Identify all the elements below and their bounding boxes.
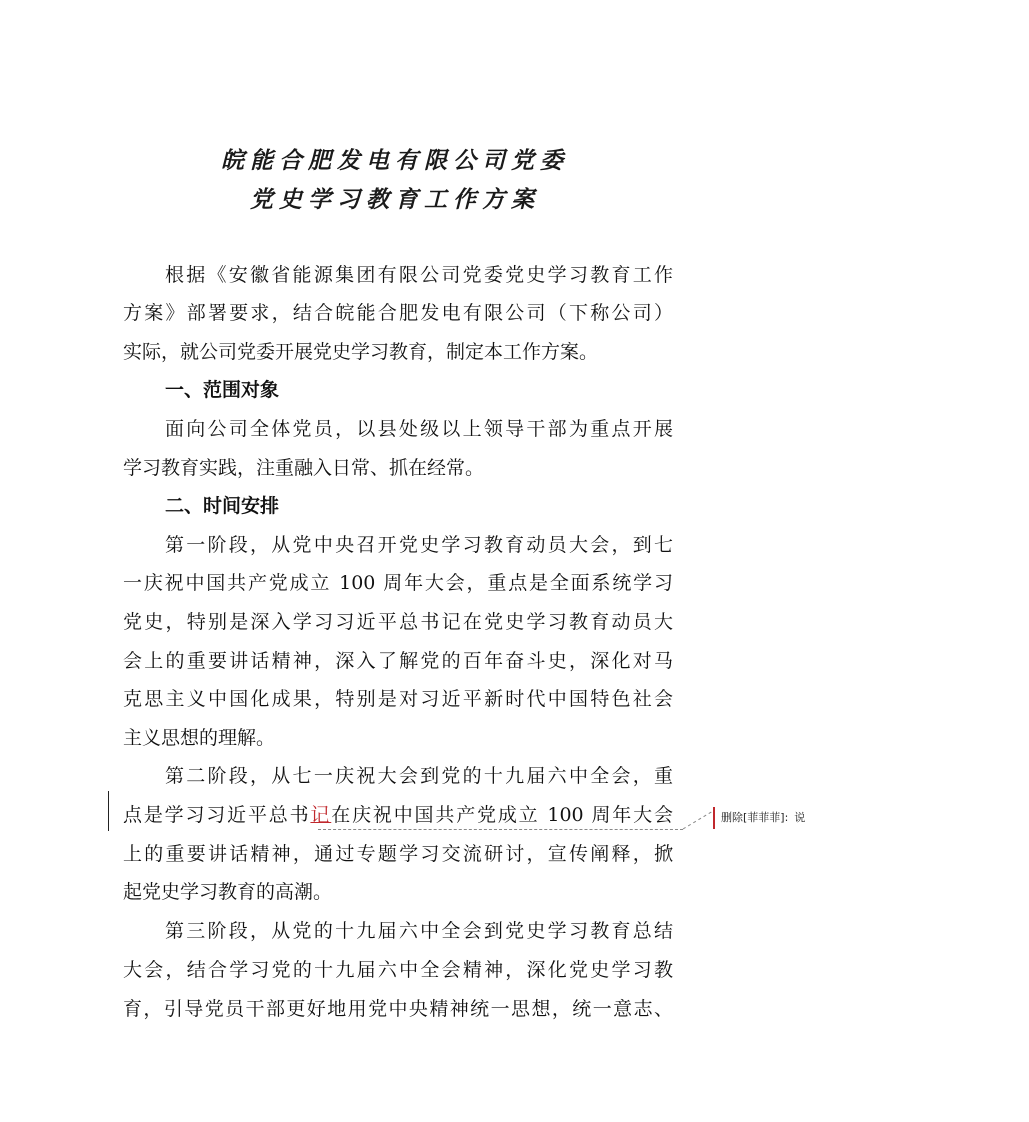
paragraph-line: 实际，就公司党委开展党史学习教育，制定本工作方案。 — [123, 341, 599, 363]
paragraph-line: 方案》部署要求，结合皖能合肥发电有限公司（下称公司） — [123, 302, 673, 324]
document-title-line1: 皖能合肥发电有限公司党委 — [221, 147, 569, 174]
paragraph-line: 主义思想的理解。 — [123, 727, 276, 749]
paragraph-line: 上的重要讲话精神，通过专题学习交流研讨，宣传阐释，掀 — [123, 843, 673, 865]
paragraph-line: 根据《安徽省能源集团有限公司党委党史学习教育工作 — [165, 264, 673, 286]
text-after-revision: 在庆祝中国共产党成立 100 周年大会 — [331, 804, 673, 826]
deleted-text: 说 — [794, 811, 806, 824]
text-before-revision: 点是学习习近平总书 — [123, 804, 311, 826]
section-heading-scope: 一、范围对象 — [165, 379, 280, 401]
paragraph-line: 一庆祝中国共产党成立 100 周年大会，重点是全面系统学习 — [123, 572, 673, 594]
revision-balloon[interactable] — [713, 807, 805, 829]
paragraph-line: 第三阶段，从党的十九届六中全会到党史学习教育总结 — [165, 920, 673, 942]
paragraph-line-revised — [123, 802, 673, 828]
paragraph-line: 面向公司全体党员，以县处级以上领导干部为重点开展 — [165, 418, 673, 440]
paragraph-line: 育，引导党员干部更好地用党中央精神统一思想，统一意志、 — [123, 998, 673, 1020]
paragraph-line: 会上的重要讲话精神，深入了解党的百年奋斗史，深化对马 — [123, 650, 673, 672]
change-bar — [108, 791, 109, 831]
paragraph-line: 克思主义中国化成果，特别是对习近平新时代中国特色社会 — [123, 688, 673, 710]
paragraph-line: 第二阶段，从七一庆祝大会到党的十九届六中全会，重 — [165, 765, 673, 787]
revision-dashed-line — [318, 829, 683, 830]
paragraph-line: 大会，结合学习党的十九届六中全会精神，深化党史学习教 — [123, 959, 673, 981]
inserted-text[interactable]: 记 — [310, 804, 332, 826]
paragraph-line: 第一阶段，从党中央召开党史学习教育动员大会，到七 — [165, 534, 673, 556]
paragraph-line: 起党史学习教育的高潮。 — [123, 881, 333, 903]
paragraph-line: 党史，特别是深入学习习近平总书记在党史学习教育动员大 — [123, 611, 673, 633]
paragraph-line: 学习教育实践，注重融入日常、抓在经常。 — [123, 457, 485, 479]
section-heading-schedule: 二、时间安排 — [165, 495, 280, 517]
revision-label: 删除[菲菲菲]: — [721, 811, 789, 824]
document-title-line2: 党史学习教育工作方案 — [250, 186, 540, 213]
